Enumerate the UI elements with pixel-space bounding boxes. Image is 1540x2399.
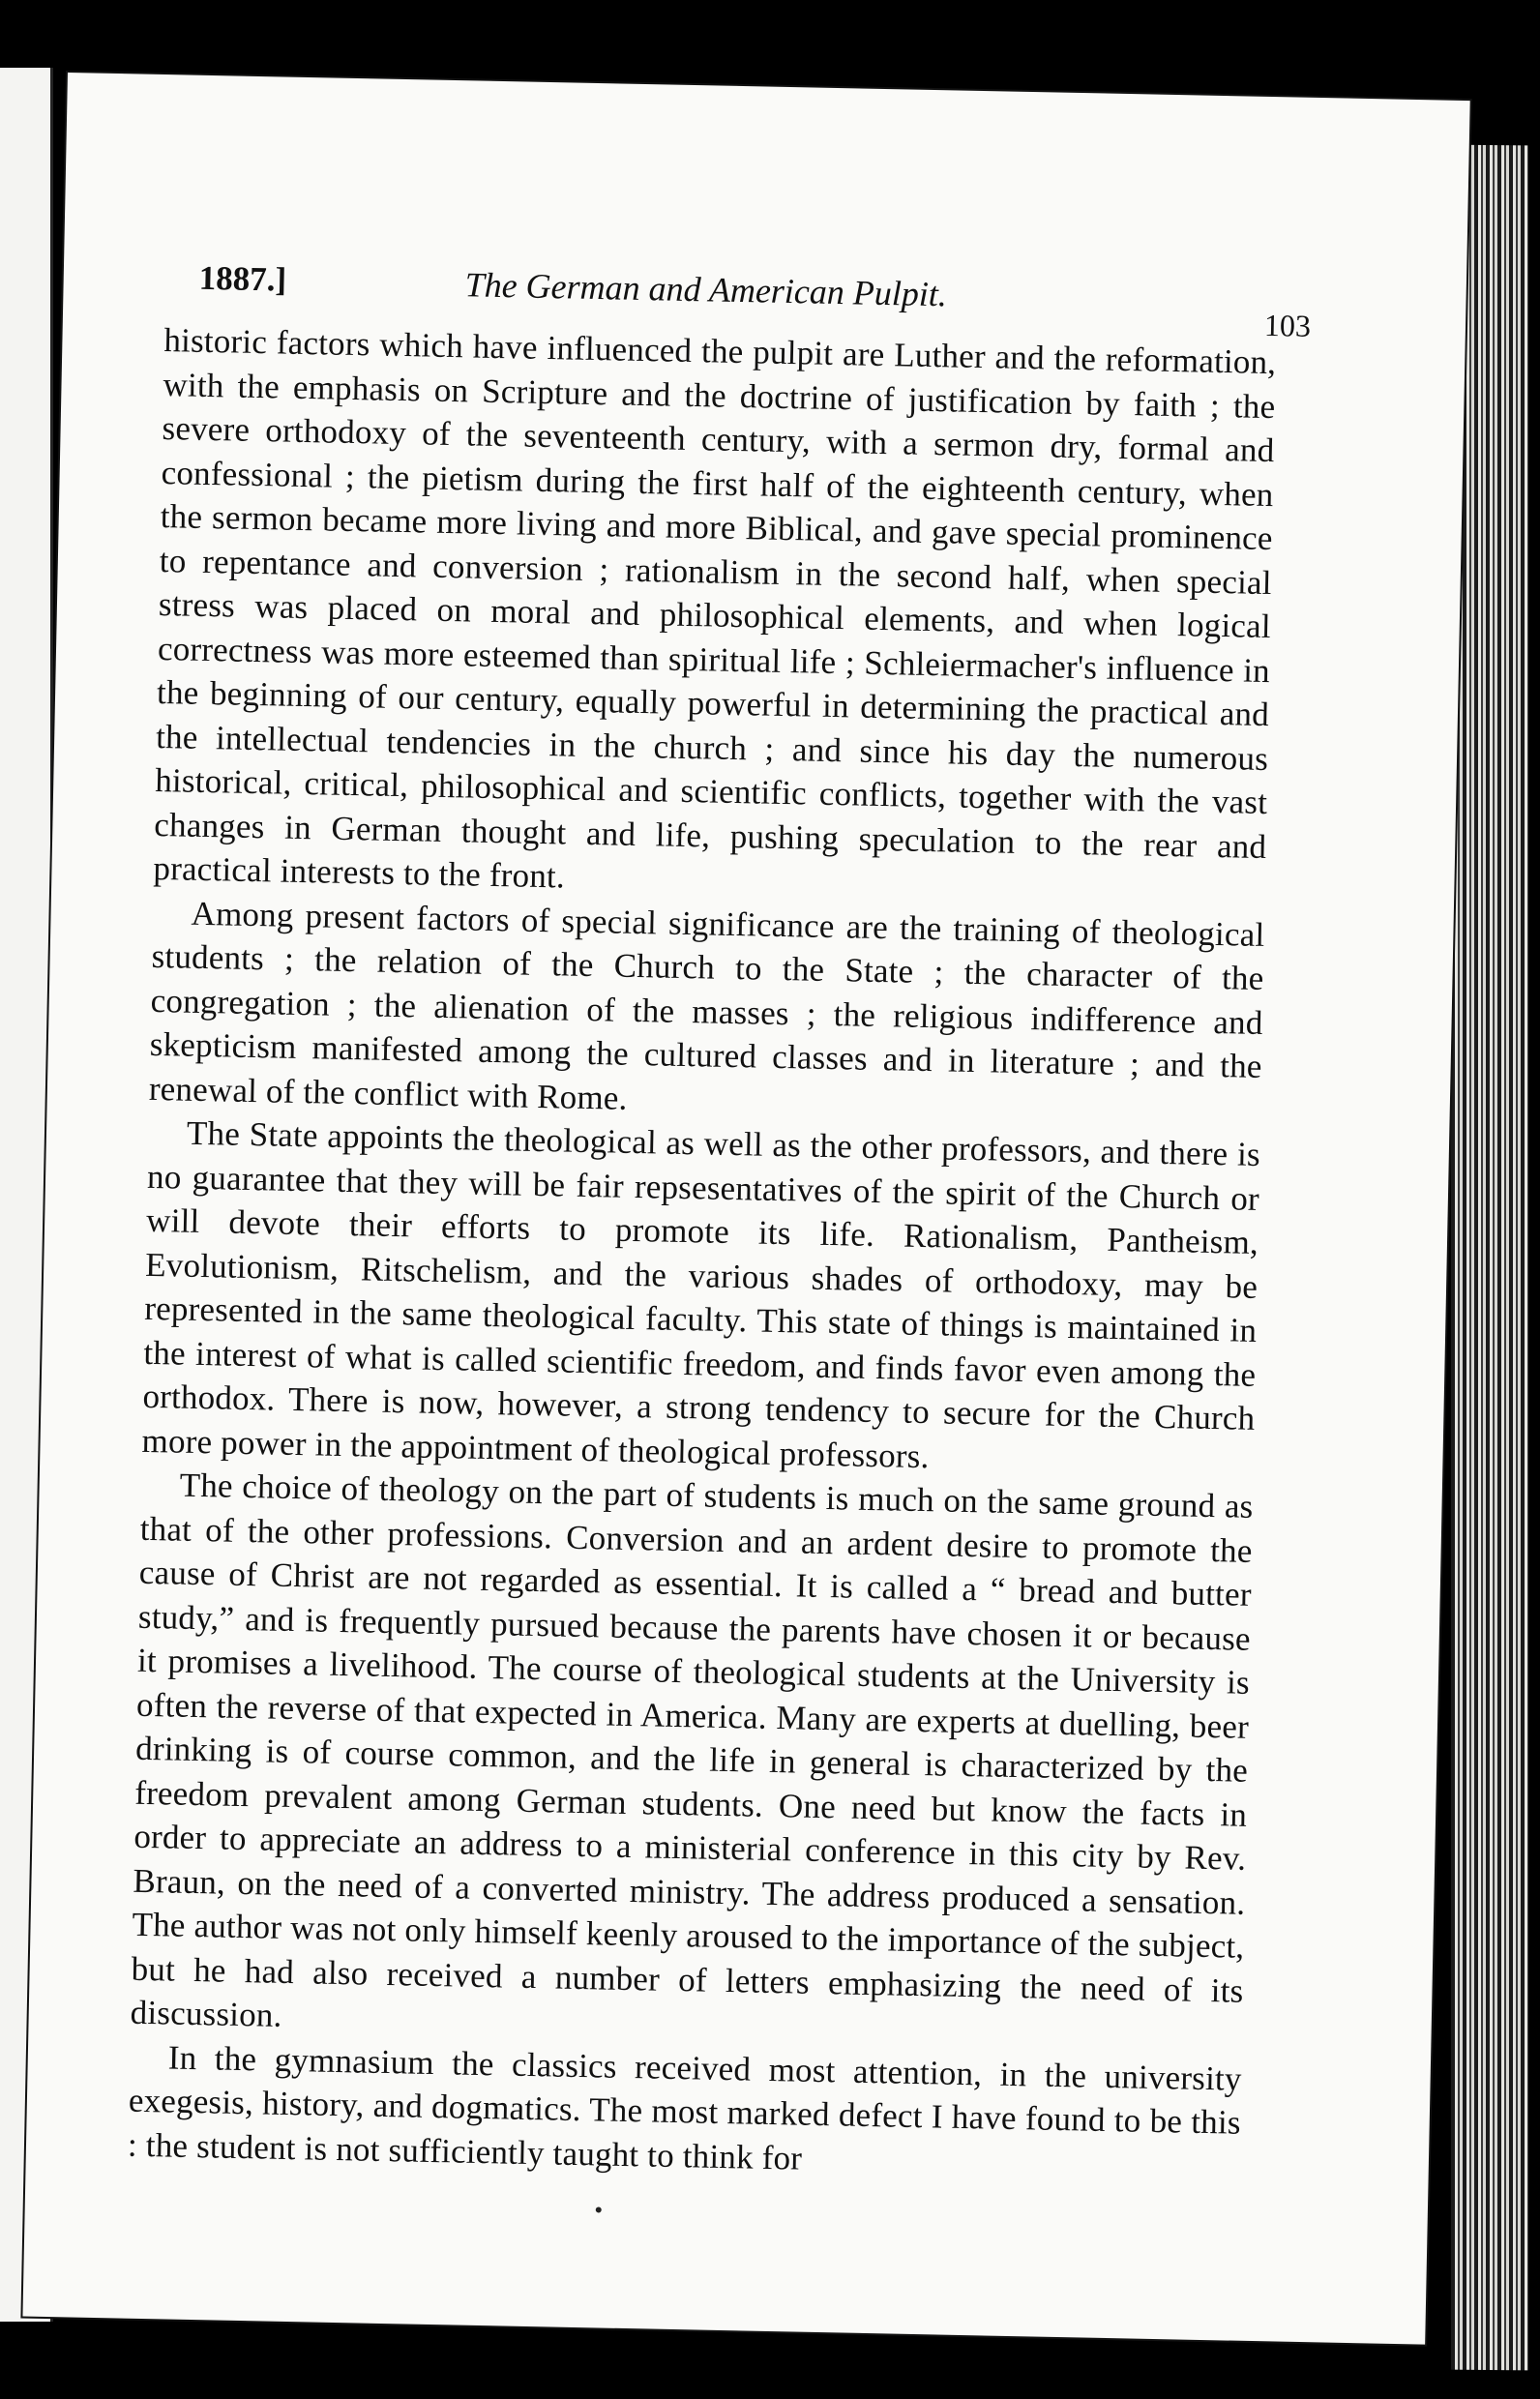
- paragraph: In the gymnasium the classics received most attention, in the university exegesis, history, and dogmatics. The most marked defect I have found to be this : the student is not sufficiently taught to think for: [127, 2038, 1243, 2177]
- page-body: [128, 318, 1277, 2189]
- page-edges: [1451, 145, 1528, 2371]
- header-year: 1887.]: [198, 258, 287, 299]
- header-title: The German and American Pulpit.: [464, 265, 948, 314]
- paragraph: The choice of theology on the part of students is much on the same ground as that of the other professions. Conversion and an ardent desire to promote the cause of Christ are not regarded as essential. It is called a “ bread and butter study,” and is frequently pursued because the parents have chosen it or because it promises a livelihood. The course of theological students at the University is often the reverse of that expected in America. Many are experts at duelling, beer drinking is of course common, and the life in general is characterized by the freedom prevalent among German students. One need but know the facts in order to appreciate an address to a ministerial conference in this city by Rev. Braun, on the need of a converted ministry. The address produced a sensation. The author was not only himself keenly aroused to the importance of the subject, but he had also received a number of letters emphasizing the need of its discussion.: [130, 1466, 1254, 2034]
- paragraph: The State appoints the theological as well as the other professors, and there is no guarantee that they will be fair repsesentatives of the spirit of the Church or will devote their efforts to promote its life. Rationalism, Pantheism, Evolutionism, Ritschelism, and the various shades of orthodoxy, may be represented in the same theological faculty. This state of things is maintained in the interest of what is called scientific freedom, and finds favor even among the orthodox. There is now, however, a strong tendency to secure for the Church more power in the appointment of theological professors.: [141, 1113, 1261, 1475]
- ink-speck: [596, 2206, 602, 2212]
- paragraph: Among present factors of special significance are the training of theological students ; the relation of the Church to the State ; the character of the congregation ; the alienation of the masses ; the religious indifference and skepticism manifested among the cultured classes and in literature ; and the renewal of the conflict with Rome.: [148, 894, 1265, 1117]
- paragraph: historic factors which have influenced the pulpit are Luther and the reformation, with the emphasis on Scripture and the doctrine of justification by faith ; the severe orthodoxy of the seventeenth century, with a sermon dry, formal and confessional ; the pietism during the first half of the eighteenth century, when the sermon became more living and more Biblical, and gave special prominence to repentance and conversion ; rationalism in the second half, when special stress was placed on moral and philosophical elements, and when logical correctness was more esteemed than spiritual life ; Schleiermacher's influence in the beginning of our century, equally powerful in determining the practical and the intellectual tendencies in the church ; and since his day the numerous historical, critical, philosophical and scientific conflicts, together with the vast changes in German thought and life, pushing speculation to the rear and practical interests to the front.: [153, 321, 1277, 896]
- page-number: 103: [1263, 307, 1312, 343]
- book-page: [22, 73, 1469, 2345]
